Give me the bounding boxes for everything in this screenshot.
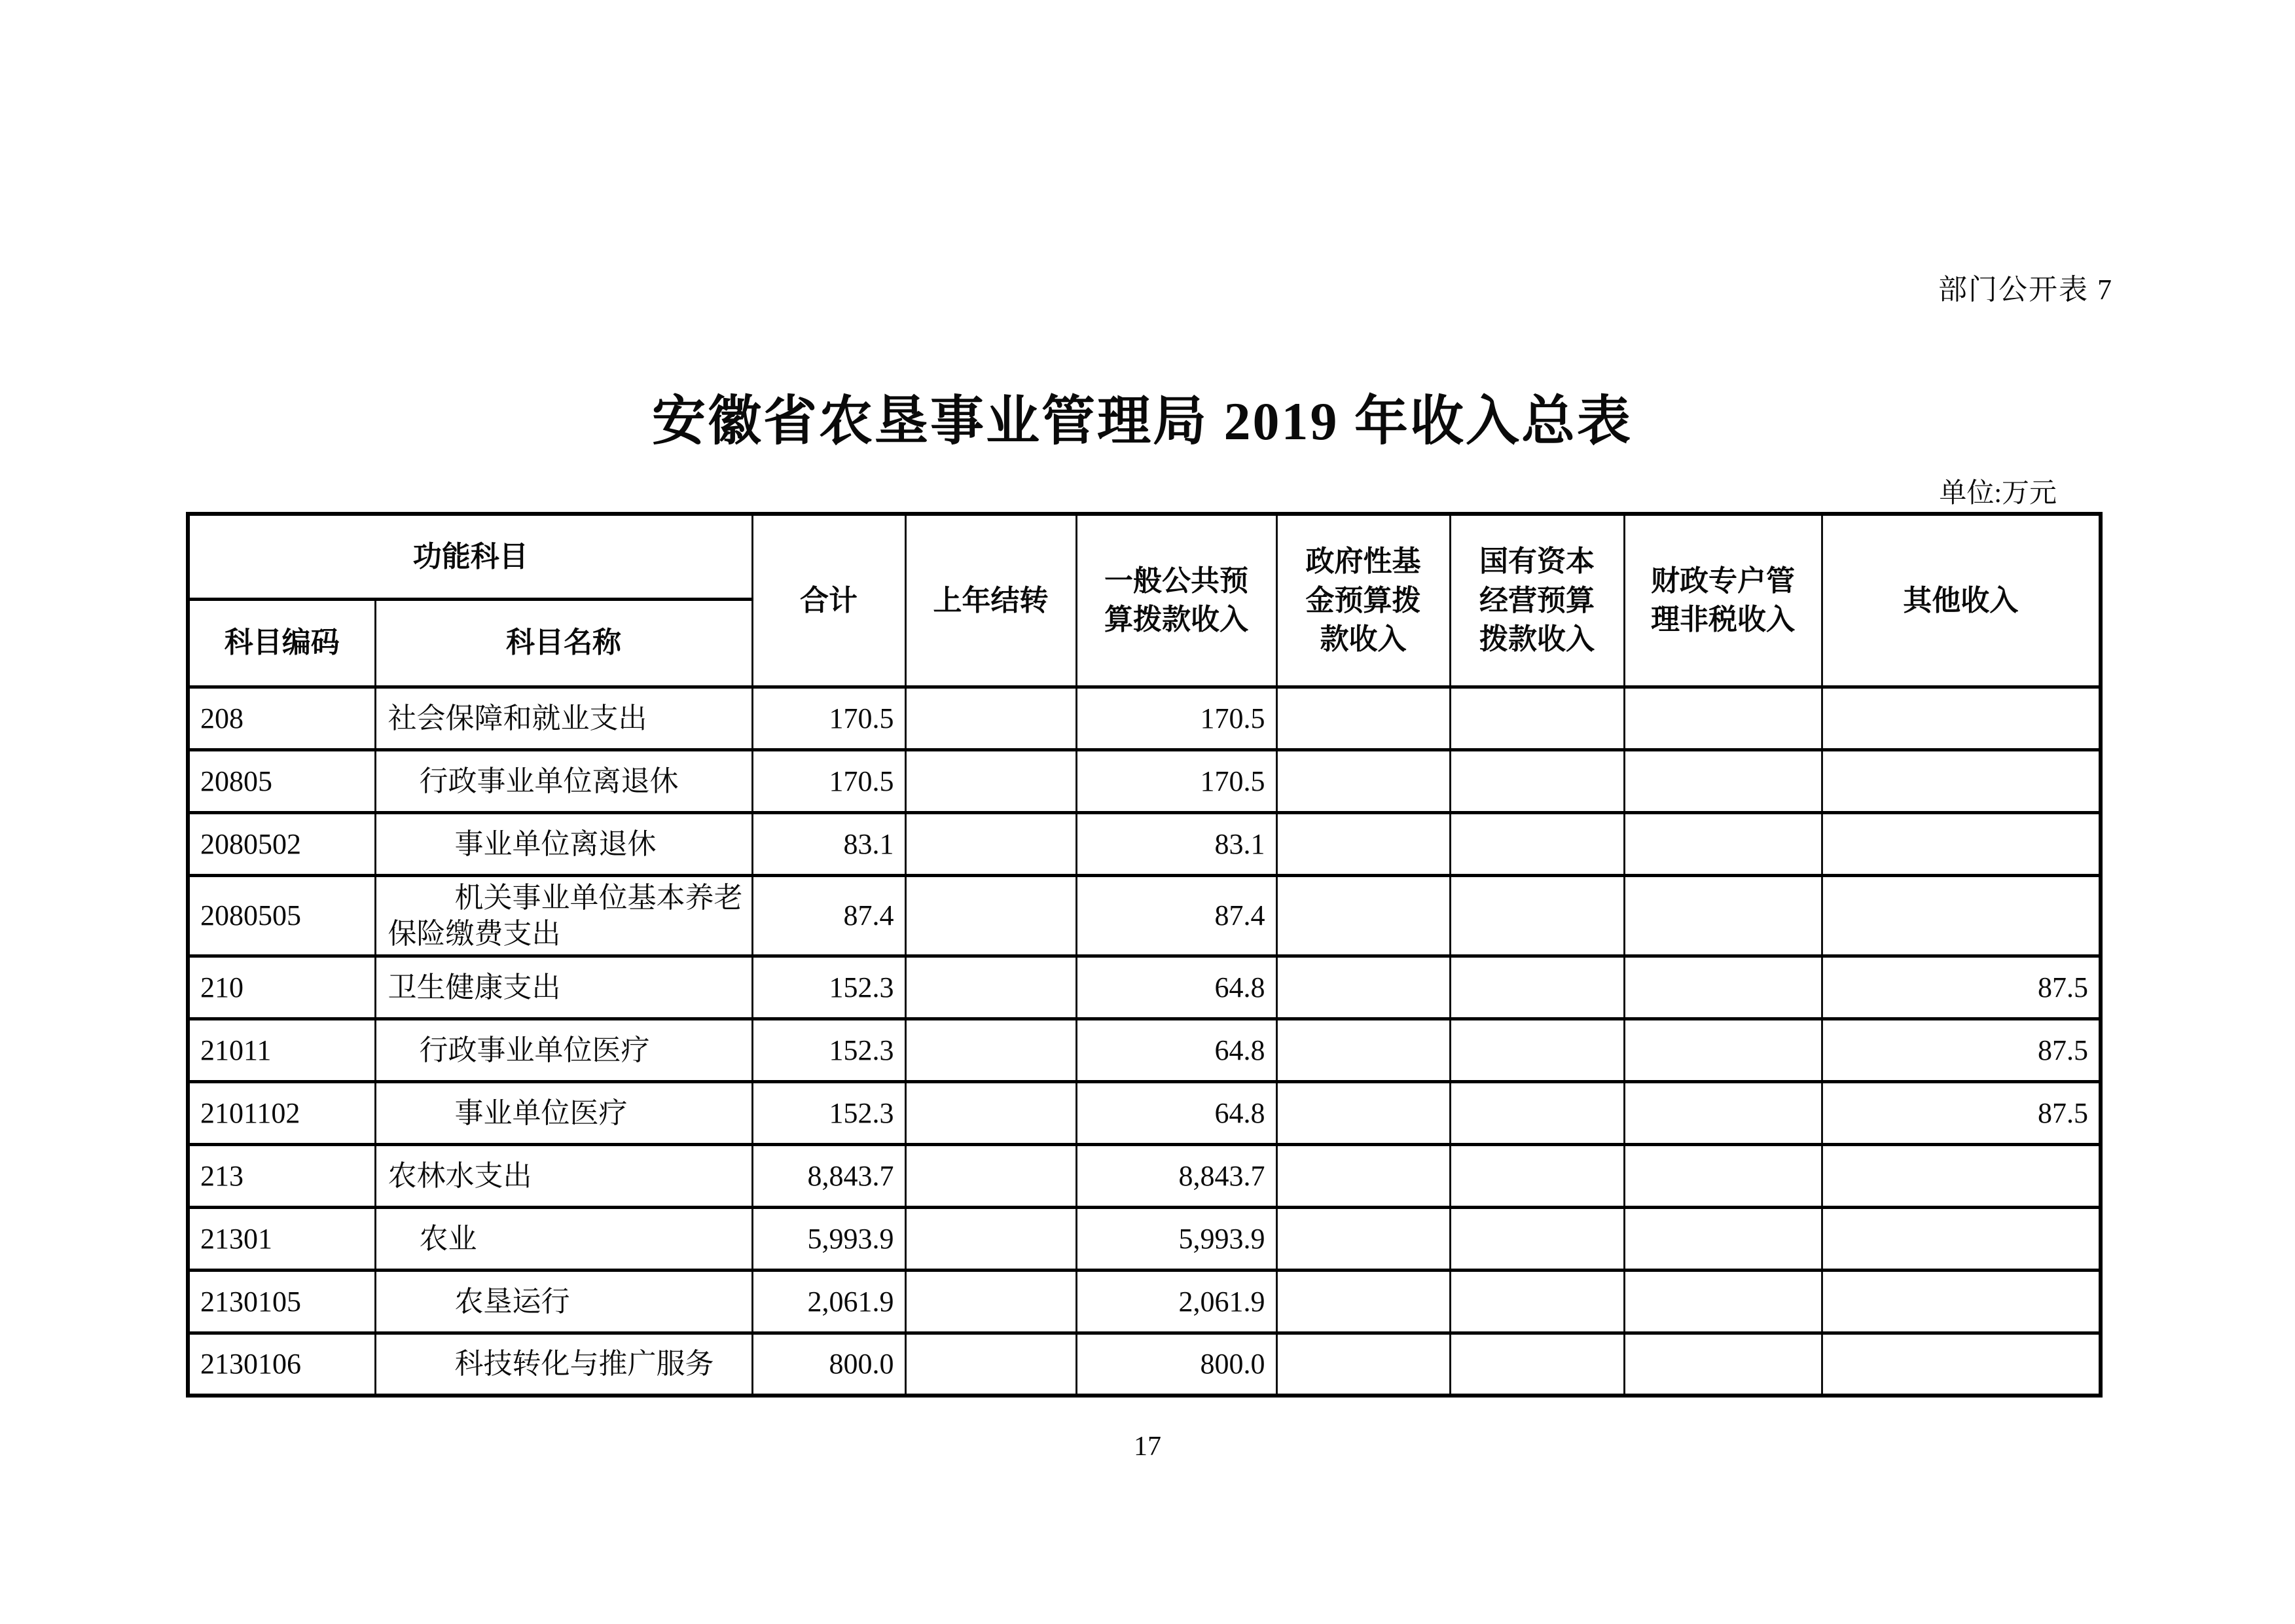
cell-subject-code: 20805: [188, 749, 375, 812]
cell-other-income: [1822, 687, 2101, 749]
cell-carryover: [905, 875, 1076, 956]
cell-subject-code: 208: [188, 687, 375, 749]
header-subject-code: 科目编码: [188, 599, 375, 687]
header-total: 合计: [752, 514, 905, 687]
cell-total: 8,843.7: [752, 1144, 905, 1207]
cell-state-capital-budget-income: [1450, 687, 1624, 749]
cell-fiscal-account-nontax-income: [1624, 687, 1822, 749]
cell-subject-code: 2080505: [188, 875, 375, 956]
header-subject-name: 科目名称: [375, 599, 752, 687]
corner-label: 部门公开表 7: [1938, 274, 2113, 306]
cell-gov-fund-budget-income: [1276, 1144, 1450, 1207]
cell-other-income: 87.5: [1822, 956, 2101, 1019]
cell-general-public-budget-income: 170.5: [1076, 687, 1276, 749]
cell-fiscal-account-nontax-income: [1624, 1207, 1822, 1270]
header-fiscal-account-nontax-income: 财政专户管理非税收入: [1624, 514, 1822, 687]
header-functional-subject: 功能科目: [188, 514, 752, 599]
cell-subject-code: 2101102: [188, 1081, 375, 1144]
cell-subject-code: 21011: [188, 1019, 375, 1081]
cell-subject-name: 农垦运行: [375, 1270, 752, 1333]
cell-other-income: [1822, 1270, 2101, 1333]
cell-state-capital-budget-income: [1450, 1144, 1624, 1207]
cell-general-public-budget-income: 2,061.9: [1076, 1270, 1276, 1333]
cell-subject-name: 卫生健康支出: [375, 956, 752, 1019]
cell-general-public-budget-income: 800.0: [1076, 1333, 1276, 1396]
cell-general-public-budget-income: 87.4: [1076, 875, 1276, 956]
cell-gov-fund-budget-income: [1276, 1207, 1450, 1270]
cell-carryover: [905, 749, 1076, 812]
cell-state-capital-budget-income: [1450, 1333, 1624, 1396]
cell-other-income: [1822, 875, 2101, 956]
cell-total: 2,061.9: [752, 1270, 905, 1333]
table-row: [188, 1081, 2101, 1144]
cell-general-public-budget-income: 64.8: [1076, 1019, 1276, 1081]
cell-gov-fund-budget-income: [1276, 812, 1450, 875]
cell-subject-name: 农林水支出: [375, 1144, 752, 1207]
header-gov-fund-budget-income: 政府性基金预算拨款收入: [1276, 514, 1450, 687]
table-row: [188, 875, 2101, 956]
table-row: [188, 956, 2101, 1019]
header-carryover: 上年结转: [905, 514, 1076, 687]
cell-carryover: [905, 687, 1076, 749]
table-row: [188, 1207, 2101, 1270]
table-row: [188, 687, 2101, 749]
cell-subject-name: 社会保障和就业支出: [375, 687, 752, 749]
cell-general-public-budget-income: 170.5: [1076, 749, 1276, 812]
table-row: [188, 1333, 2101, 1396]
page-title: 安徽省农垦事业管理局 2019 年收入总表: [651, 391, 1633, 451]
cell-total: 170.5: [752, 749, 905, 812]
cell-other-income: 87.5: [1822, 1019, 2101, 1081]
cell-state-capital-budget-income: [1450, 812, 1624, 875]
cell-other-income: [1822, 812, 2101, 875]
cell-carryover: [905, 1019, 1076, 1081]
table-row: [188, 1270, 2101, 1333]
cell-subject-name: 科技转化与推广服务: [375, 1333, 752, 1396]
cell-carryover: [905, 1270, 1076, 1333]
cell-gov-fund-budget-income: [1276, 956, 1450, 1019]
cell-subject-name: 事业单位离退休: [375, 812, 752, 875]
cell-other-income: [1822, 1333, 2101, 1396]
cell-carryover: [905, 956, 1076, 1019]
cell-subject-name: 行政事业单位离退休: [375, 749, 752, 812]
cell-general-public-budget-income: 8,843.7: [1076, 1144, 1276, 1207]
cell-fiscal-account-nontax-income: [1624, 749, 1822, 812]
cell-fiscal-account-nontax-income: [1624, 1333, 1822, 1396]
cell-subject-name: 行政事业单位医疗: [375, 1019, 752, 1081]
cell-fiscal-account-nontax-income: [1624, 1081, 1822, 1144]
header-general-public-budget-income: 一般公共预算拨款收入: [1076, 514, 1276, 687]
cell-state-capital-budget-income: [1450, 1019, 1624, 1081]
cell-state-capital-budget-income: [1450, 749, 1624, 812]
cell-total: 152.3: [752, 1081, 905, 1144]
cell-subject-name: 农业: [375, 1207, 752, 1270]
cell-carryover: [905, 1081, 1076, 1144]
cell-total: 152.3: [752, 1019, 905, 1081]
header-other-income: 其他收入: [1822, 514, 2101, 687]
cell-carryover: [905, 1333, 1076, 1396]
cell-subject-code: 210: [188, 956, 375, 1019]
cell-fiscal-account-nontax-income: [1624, 956, 1822, 1019]
cell-total: 170.5: [752, 687, 905, 749]
cell-carryover: [905, 1207, 1076, 1270]
cell-gov-fund-budget-income: [1276, 875, 1450, 956]
cell-total: 87.4: [752, 875, 905, 956]
cell-other-income: 87.5: [1822, 1081, 2101, 1144]
cell-gov-fund-budget-income: [1276, 749, 1450, 812]
table-row: [188, 749, 2101, 812]
cell-state-capital-budget-income: [1450, 956, 1624, 1019]
table-row: [188, 1019, 2101, 1081]
cell-subject-code: 2130106: [188, 1333, 375, 1396]
cell-gov-fund-budget-income: [1276, 1270, 1450, 1333]
cell-total: 800.0: [752, 1333, 905, 1396]
cell-subject-code: 213: [188, 1144, 375, 1207]
cell-other-income: [1822, 1144, 2101, 1207]
cell-state-capital-budget-income: [1450, 875, 1624, 956]
cell-carryover: [905, 1144, 1076, 1207]
header-state-capital-budget-income: 国有资本经营预算拨款收入: [1450, 514, 1624, 687]
cell-fiscal-account-nontax-income: [1624, 1144, 1822, 1207]
cell-general-public-budget-income: 5,993.9: [1076, 1207, 1276, 1270]
cell-gov-fund-budget-income: [1276, 1333, 1450, 1396]
cell-carryover: [905, 812, 1076, 875]
cell-subject-code: 2130105: [188, 1270, 375, 1333]
cell-total: 5,993.9: [752, 1207, 905, 1270]
cell-total: 83.1: [752, 812, 905, 875]
cell-other-income: [1822, 1207, 2101, 1270]
cell-fiscal-account-nontax-income: [1624, 1019, 1822, 1081]
income-summary-table: [186, 512, 2103, 1398]
cell-subject-name: 机关事业单位基本养老保险缴费支出: [375, 875, 752, 956]
cell-general-public-budget-income: 64.8: [1076, 1081, 1276, 1144]
cell-fiscal-account-nontax-income: [1624, 812, 1822, 875]
unit-label: 单位:万元: [1939, 478, 2057, 509]
cell-state-capital-budget-income: [1450, 1207, 1624, 1270]
cell-total: 152.3: [752, 956, 905, 1019]
cell-gov-fund-budget-income: [1276, 1081, 1450, 1144]
cell-subject-name: 事业单位医疗: [375, 1081, 752, 1144]
table-header: [188, 514, 2101, 687]
table-body: [188, 687, 2101, 1396]
cell-fiscal-account-nontax-income: [1624, 1270, 1822, 1333]
cell-gov-fund-budget-income: [1276, 687, 1450, 749]
cell-gov-fund-budget-income: [1276, 1019, 1450, 1081]
cell-state-capital-budget-income: [1450, 1270, 1624, 1333]
table-row: [188, 1144, 2101, 1207]
cell-other-income: [1822, 749, 2101, 812]
table-row: [188, 812, 2101, 875]
cell-subject-code: 2080502: [188, 812, 375, 875]
page-number: 17: [1134, 1432, 1161, 1462]
cell-general-public-budget-income: 64.8: [1076, 956, 1276, 1019]
cell-state-capital-budget-income: [1450, 1081, 1624, 1144]
cell-general-public-budget-income: 83.1: [1076, 812, 1276, 875]
cell-fiscal-account-nontax-income: [1624, 875, 1822, 956]
cell-subject-code: 21301: [188, 1207, 375, 1270]
